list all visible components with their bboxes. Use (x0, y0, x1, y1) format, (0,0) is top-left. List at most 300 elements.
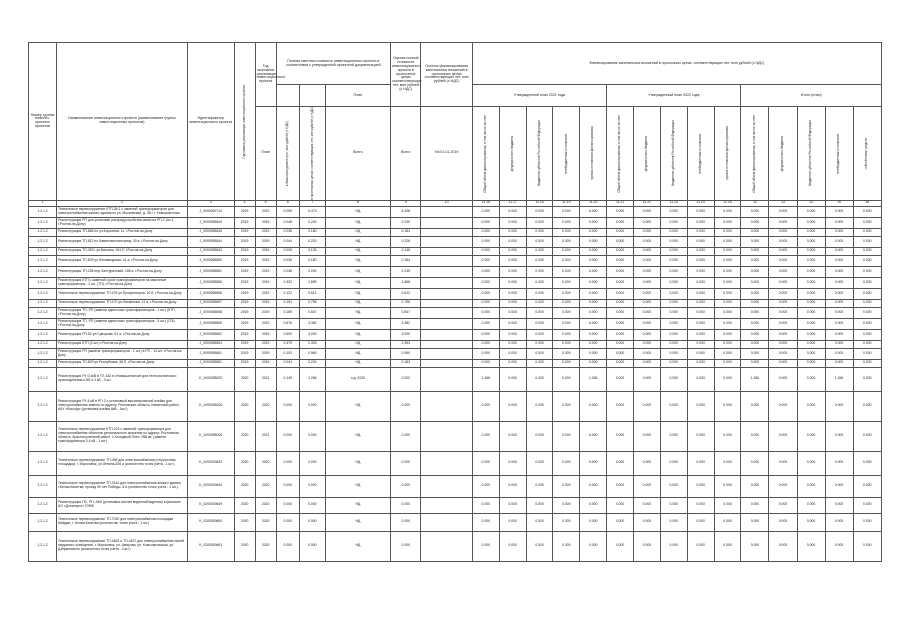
value-cell: 0.000 (499, 421, 526, 451)
value-cell: 0.000 (853, 206, 881, 217)
value-cell: 0.000 (472, 247, 499, 255)
column-number: 2 (57, 200, 188, 206)
value-cell: 0.000 (553, 340, 580, 348)
value-cell: 0.000 (797, 451, 825, 475)
project-name-cell: Реконструкция ПС, РП, АБК (установка систем видеонаблюдения) в филиале АО «Донэнерго» ПЭКК (57, 497, 188, 513)
value-cell: 0.000 (553, 255, 580, 266)
value-cell: 0.000 (741, 217, 769, 228)
start-year-cell: 2020 (234, 497, 255, 513)
project-id-cell: J_0000050710 (187, 206, 234, 217)
value-cell: 0.000 (769, 247, 797, 255)
value-cell: 0.000 (853, 497, 881, 513)
value-cell: 0.000 (526, 299, 553, 307)
end-year-cell: 2021 (255, 421, 276, 451)
cost-base-cell: 0.149 (276, 367, 299, 391)
value-cell: 0.000 (472, 340, 499, 348)
estimate-cell: 3.000 (391, 329, 421, 340)
value-cell: 0.000 (472, 329, 499, 340)
value-cell: 0.000 (660, 266, 687, 277)
header-2022-b: федерального бюджета (634, 107, 661, 201)
project-id-cell: K_0200000649 (187, 497, 234, 513)
value-cell: 0.000 (553, 247, 580, 255)
group-number-cell: 1.2.1.2 (29, 255, 57, 266)
header-plan: План (325, 85, 390, 107)
value-cell: 0.000 (526, 307, 553, 318)
value-cell: 0.000 (660, 255, 687, 266)
header-estimate-group: Оценка полной стоимости инвестиционного проекта в прогнозных ценах соответствующих лет, млн рублей (с НДС) (391, 43, 421, 107)
value-cell: 0.000 (687, 513, 714, 531)
remain-cell (421, 318, 472, 329)
group-number-cell: 1.2.1.2 (29, 451, 57, 475)
value-cell: 0.000 (769, 329, 797, 340)
cost-forecast-cell: 3.382 (299, 318, 325, 329)
project-name-cell: Реконструкция ТП-865 по ул.Королева, 1з, г.Ростов-на-Дону (57, 228, 188, 236)
value-cell: 0.000 (825, 266, 853, 277)
cost-base-cell: 0.036 (276, 228, 299, 236)
table-row (29, 247, 882, 255)
header-2022-a: Общий объем финансирования, в том числе за счет (607, 107, 634, 201)
table-row (29, 277, 882, 288)
value-cell: 0.000 (499, 307, 526, 318)
value-cell: 0.000 (741, 531, 769, 561)
value-cell: 0.000 (687, 288, 714, 299)
start-year-cell: 2019 (234, 299, 255, 307)
estimate-cell: 0.000 (391, 531, 421, 561)
value-cell: 0.000 (607, 288, 634, 299)
value-cell: 0.000 (580, 236, 607, 247)
value-cell: 0.000 (687, 367, 714, 391)
value-cell: 0.000 (714, 340, 741, 348)
table-row (29, 236, 882, 247)
value-cell: 0.000 (499, 391, 526, 421)
header-2022-c: бюджетов субъектов Российской Федерации (660, 107, 687, 201)
value-cell: 0.000 (714, 359, 741, 367)
remain-cell (421, 217, 472, 228)
estimate-cell: 2.393 (391, 340, 421, 348)
cost-forecast-cell: 0.240 (299, 217, 325, 228)
column-number: 11.22 (634, 200, 661, 206)
value-cell: 0.000 (825, 348, 853, 359)
group-number-cell: 1.2.1.2 (29, 299, 57, 307)
cost-forecast-cell: 0.220 (299, 236, 325, 247)
value-cell: 0.000 (660, 531, 687, 561)
value-cell: 0.000 (741, 497, 769, 513)
value-cell: 0.000 (526, 228, 553, 236)
plan-cell: НД (325, 299, 390, 307)
value-cell: 0.000 (853, 255, 881, 266)
value-cell: 0.000 (769, 307, 797, 318)
value-cell: 0.000 (797, 217, 825, 228)
group-number-cell: 1.2.1.2 (29, 307, 57, 318)
value-cell: 0.000 (687, 475, 714, 497)
project-name-cell: Техническое перевооружение КТП-36-1 с заменой трансформаторов для электроснабжения жилого здания по ул. Московская, д. 38 г. г. Новошахтинск (57, 206, 188, 217)
value-cell: 0.000 (741, 206, 769, 217)
value-cell: 0.000 (825, 359, 853, 367)
value-cell: 0.000 (853, 277, 881, 288)
value-cell: 0.000 (714, 367, 741, 391)
value-cell: 0.000 (714, 307, 741, 318)
header-sub-total-2: Всего (391, 107, 421, 201)
cost-forecast-cell: 1.659 (299, 277, 325, 288)
group-number-cell: 1.2.1.2 (29, 329, 57, 340)
value-cell: 0.000 (634, 421, 661, 451)
value-cell: 0.000 (553, 475, 580, 497)
group-number-cell: 1.2.1.2 (29, 391, 57, 421)
value-cell: 0.000 (607, 299, 634, 307)
value-cell: 0.000 (553, 318, 580, 329)
value-cell: 0.000 (714, 206, 741, 217)
column-number: 8 (325, 200, 390, 206)
value-cell: 0.000 (472, 236, 499, 247)
estimate-cell: 6.448 (391, 206, 421, 217)
remain-cell (421, 367, 472, 391)
value-cell: 0.000 (825, 217, 853, 228)
value-cell: 0.000 (607, 307, 634, 318)
header-project-id: Идентификатор инвестиционного проекта (187, 43, 234, 201)
value-cell: 0.000 (797, 277, 825, 288)
end-year-cell: 2021 (255, 367, 276, 391)
end-year-cell: 2019 (255, 217, 276, 228)
value-cell: 0.000 (825, 206, 853, 217)
value-cell: 0.000 (526, 206, 553, 217)
column-number: 15 (825, 200, 853, 206)
value-cell: 0.000 (580, 255, 607, 266)
start-year-cell: 2019 (234, 228, 255, 236)
value-cell: 0.000 (797, 329, 825, 340)
value-cell: 0.000 (607, 513, 634, 531)
project-name-cell: Техническое перевооружение ТП-7020 для электроснабжения площадки Майдан, г. Белая Калитва (количество точек учета - 1 шт.) (57, 513, 188, 531)
project-name-cell: Реконструкция ТП-829 ул.Лензаводская, 41 а, г.Ростов-на-Дону (57, 255, 188, 266)
table-row (29, 318, 882, 329)
value-cell: 0.000 (634, 340, 661, 348)
value-cell: 0.000 (687, 206, 714, 217)
value-cell: 0.000 (634, 391, 661, 421)
value-cell: 0.000 (499, 255, 526, 266)
remain-cell (421, 206, 472, 217)
value-cell: 0.000 (553, 299, 580, 307)
plan-cell: НД (325, 475, 390, 497)
value-cell: 0.000 (769, 228, 797, 236)
value-cell: 0.000 (741, 299, 769, 307)
group-number-cell: 1.2.1.2 (29, 217, 57, 228)
value-cell: 0.000 (526, 391, 553, 421)
project-id-cell: K_1000098006 (187, 421, 234, 451)
value-cell: 0.000 (797, 359, 825, 367)
value-cell: 0.000 (580, 451, 607, 475)
estimate-cell: 0.148 (391, 247, 421, 255)
value-cell: 0.000 (714, 266, 741, 277)
cost-base-cell: 0.192 (276, 348, 299, 359)
value-cell: 0.000 (853, 348, 881, 359)
value-cell: 0.000 (769, 206, 797, 217)
value-cell: 0.000 (580, 421, 607, 451)
value-cell: 0.000 (472, 475, 499, 497)
value-cell: 0.000 (825, 497, 853, 513)
value-cell: 0.000 (499, 247, 526, 255)
start-year-cell: 2019 (234, 266, 255, 277)
value-cell: 0.000 (499, 513, 526, 531)
value-cell: 0.000 (553, 359, 580, 367)
value-cell: 0.000 (660, 217, 687, 228)
project-id-cell: J_0000055855 (187, 277, 234, 288)
header-sub-total: Всего (325, 107, 390, 201)
plan-cell: НД (325, 228, 390, 236)
plan-cell: НД (325, 513, 390, 531)
header-2021-d: внебюджетных источников (553, 107, 580, 201)
value-cell: 0.000 (687, 340, 714, 348)
cost-forecast-cell: 0.130 (299, 247, 325, 255)
header-sub-cost-base: в базисном уровне цен, млн рублей (с НДС) (276, 107, 299, 201)
table-row (29, 307, 882, 318)
header-plan-sub: План (255, 107, 276, 201)
start-year-cell: 2019 (234, 318, 255, 329)
project-name-cell: Реконструкция РП (замена трансформаторов - 1 шт.) в РП - 14 шт. г.Ростов-на-Дону (57, 348, 188, 359)
value-cell: 0.000 (580, 217, 607, 228)
remain-cell (421, 497, 472, 513)
project-id-cell: J_0000055857 (187, 299, 234, 307)
value-cell: 0.000 (825, 255, 853, 266)
value-cell: 0.000 (853, 421, 881, 451)
end-year-cell: 2020 (255, 497, 276, 513)
value-cell: 0.000 (526, 266, 553, 277)
value-cell: 0.000 (825, 451, 853, 475)
column-number: 3 (187, 200, 234, 206)
cost-forecast-cell: 1.266 (299, 367, 325, 391)
value-cell: 0.000 (687, 247, 714, 255)
table-row (29, 299, 882, 307)
value-cell: 0.000 (553, 348, 580, 359)
value-cell: 0.000 (714, 451, 741, 475)
end-year-cell: 2019 (255, 247, 276, 255)
plan-cell: НД (325, 531, 390, 561)
value-cell: 0.000 (526, 451, 553, 475)
value-cell: 0.000 (687, 348, 714, 359)
value-cell: 0.000 (741, 359, 769, 367)
plan-cell: НД (325, 359, 390, 367)
project-name-cell: Техническое перевооружение ТП-170 ул.Литвинова, 12 а, г.Ростов-на-Дону (57, 299, 188, 307)
estimate-cell: 0.000 (391, 391, 421, 421)
plan-cell: н.д. 2020 (325, 367, 390, 391)
value-cell: 0.000 (741, 513, 769, 531)
group-number-cell: 1.2.1.2 (29, 277, 57, 288)
value-cell: 0.000 (660, 451, 687, 475)
value-cell: 0.000 (634, 367, 661, 391)
value-cell: 0.000 (687, 329, 714, 340)
cost-forecast-cell: 0.000 (299, 475, 325, 497)
group-number-cell: 1.2.1.2 (29, 348, 57, 359)
value-cell: 0.000 (553, 266, 580, 277)
start-year-cell: 2019 (234, 236, 255, 247)
column-number: 11.18 (526, 200, 553, 206)
plan-cell: НД (325, 236, 390, 247)
value-cell: 0.000 (769, 497, 797, 513)
value-cell: 0.000 (687, 451, 714, 475)
header-total-c: бюджетов субъектов Российской Федерации (797, 107, 825, 201)
estimate-cell: 0.000 (391, 421, 421, 451)
project-name-cell: Техническое перевооружение ТП-496 для электроснабжения (отгрузочная площадка), г. Морозовск, ул.Ленина,206 а (количество точек учета - 1 шт.) (57, 451, 188, 475)
value-cell: 0.000 (660, 359, 687, 367)
value-cell: 0.000 (797, 236, 825, 247)
header-start-year: Год начала реализации инвестиционного проекта (234, 43, 255, 201)
value-cell: 0.000 (741, 329, 769, 340)
value-cell: 0.000 (499, 266, 526, 277)
end-year-cell: 2019 (255, 359, 276, 367)
value-cell: 0.000 (853, 247, 881, 255)
header-total-e: собственных средств (853, 107, 881, 201)
value-cell: 0.000 (741, 236, 769, 247)
value-cell: 0.000 (553, 329, 580, 340)
estimate-cell: 0.184 (391, 228, 421, 236)
group-number-cell: 1.2.1.2 (29, 236, 57, 247)
estimate-cell: 0.000 (391, 451, 421, 475)
start-year-cell: 2019 (234, 255, 255, 266)
group-number-cell: 1.2.1.2 (29, 206, 57, 217)
value-cell: 0.000 (580, 307, 607, 318)
plan-cell: НД (325, 497, 390, 513)
value-cell: 0.000 (580, 531, 607, 561)
value-cell: 0.000 (472, 348, 499, 359)
remain-cell (421, 531, 472, 561)
cost-base-cell: 0.000 (276, 497, 299, 513)
cost-base-cell: 0.122 (276, 288, 299, 299)
value-cell: 0.000 (687, 299, 714, 307)
table-row (29, 255, 882, 266)
value-cell: 0.000 (797, 475, 825, 497)
cost-forecast-cell: 0.180 (299, 255, 325, 266)
value-cell: 0.000 (634, 531, 661, 561)
value-cell: 0.000 (634, 329, 661, 340)
value-cell: 0.000 (853, 451, 881, 475)
value-cell: 0.000 (499, 236, 526, 247)
value-cell: 0.000 (526, 497, 553, 513)
value-cell: 0.000 (714, 247, 741, 255)
value-cell: 0.000 (553, 228, 580, 236)
end-year-cell: 2019 (255, 340, 276, 348)
end-year-cell: 2019 (255, 299, 276, 307)
value-cell: 0.000 (741, 391, 769, 421)
value-cell: 0.000 (797, 348, 825, 359)
value-cell: 0.000 (687, 531, 714, 561)
value-cell: 0.000 (607, 236, 634, 247)
value-cell: 0.000 (553, 217, 580, 228)
table-row (29, 359, 882, 367)
value-cell: 0.000 (607, 318, 634, 329)
table-row (29, 475, 882, 497)
value-cell: 0.000 (825, 228, 853, 236)
value-cell: 0.000 (607, 348, 634, 359)
cost-forecast-cell: 0.756 (299, 299, 325, 307)
table-body (29, 206, 882, 561)
value-cell: 0.000 (634, 266, 661, 277)
value-cell: 0.000 (769, 451, 797, 475)
value-cell: 0.000 (526, 217, 553, 228)
project-name-cell: Техническое перевооружение КТП-223 с заменой трансформатора для электроснабжения объектов регионального значения по адресу: Ростовская область, Красносулинский район, х.Холодный Плес, 958 кв. (замена трансформатора 0,4 кВ - 1 шт.) (57, 421, 188, 451)
value-cell: 0.000 (853, 236, 881, 247)
value-cell: 0.000 (687, 318, 714, 329)
group-number-cell: 1.2.1.2 (29, 367, 57, 391)
value-cell: 0.000 (634, 228, 661, 236)
value-cell: 0.000 (769, 299, 797, 307)
value-cell: 0.000 (769, 318, 797, 329)
value-cell: 0.000 (714, 513, 741, 531)
value-cell: 0.000 (853, 266, 881, 277)
value-cell: 0.000 (553, 391, 580, 421)
start-year-cell: 2019 (234, 206, 255, 217)
value-cell: 0.000 (687, 217, 714, 228)
header-sub-cost-forecast: в прогнозных ценах соответствующих лет, млн рублей (с НДС) (299, 107, 325, 201)
value-cell: 0.000 (660, 228, 687, 236)
value-cell: 0.000 (769, 475, 797, 497)
project-id-cell: J_0000055851 (187, 359, 234, 367)
value-cell: 0.000 (741, 451, 769, 475)
value-cell: 0.000 (607, 329, 634, 340)
remain-cell (421, 475, 472, 497)
value-cell: 0.000 (499, 340, 526, 348)
plan-cell: НД (325, 307, 390, 318)
value-cell: 0.000 (687, 497, 714, 513)
value-cell: 0.000 (660, 299, 687, 307)
value-cell: 0.000 (687, 421, 714, 451)
value-cell: 0.000 (526, 329, 553, 340)
value-cell: 0.000 (825, 475, 853, 497)
table-row (29, 391, 882, 421)
cost-forecast-cell: 0.000 (299, 391, 325, 421)
value-cell: 1.266 (472, 367, 499, 391)
cost-forecast-cell: 0.000 (299, 531, 325, 561)
estimate-cell: 0.240 (391, 217, 421, 228)
column-number: 14 (797, 200, 825, 206)
estimate-cell: 0.960 (391, 348, 421, 359)
project-id-cell: K_1000096206 (187, 391, 234, 421)
project-name-cell: Реконструкция РУ-0,4кВ в ТП-162 в г.Новошахтинске для технологического присоединения к ВЛ-0,4 кВ - 3 шт. (57, 367, 188, 391)
header-end-year: Год окончания реализации инвестиционного проекта (255, 43, 276, 107)
project-name-cell: Техническое перевооружение ТП-476 ул.Профинтерна, 10 б, г.Ростов-на-Дону (57, 288, 188, 299)
plan-cell: НД (325, 217, 390, 228)
value-cell: 0.000 (553, 288, 580, 299)
remain-cell (421, 247, 472, 255)
plan-cell: НД (325, 277, 390, 288)
end-year-cell: 2019 (255, 228, 276, 236)
group-number-cell: 1.2.1.2 (29, 531, 57, 561)
end-year-cell: 2020 (255, 513, 276, 531)
table-row (29, 451, 882, 475)
value-cell: 0.000 (687, 228, 714, 236)
group-number-cell: 1.2.1.2 (29, 318, 57, 329)
cost-base-cell: 0.000 (276, 475, 299, 497)
header-total: Итого (план) (741, 85, 882, 107)
value-cell: 0.000 (580, 340, 607, 348)
value-cell: 0.000 (769, 367, 797, 391)
estimate-cell: 0.847 (391, 307, 421, 318)
value-cell: 0.000 (553, 497, 580, 513)
value-cell: 0.000 (769, 531, 797, 561)
cost-forecast-cell: 0.473 (299, 206, 325, 217)
cost-base-cell: 0.041 (276, 359, 299, 367)
project-id-cell: K_1000098020 (187, 367, 234, 391)
value-cell: 0.000 (797, 318, 825, 329)
column-number: 9 (391, 200, 421, 206)
project-id-cell: K_0200000661 (187, 531, 234, 561)
value-cell: 0.000 (769, 288, 797, 299)
project-name-cell: Реконструкция РП-62 ул.Суворова, 91 а, г.Ростов-на-Дону (57, 329, 188, 340)
cost-base-cell: 0.026 (276, 247, 299, 255)
column-number: 13 (769, 200, 797, 206)
cost-forecast-cell: 0.000 (299, 421, 325, 451)
value-cell: 0.000 (660, 206, 687, 217)
value-cell: 0.000 (660, 318, 687, 329)
value-cell: 0.000 (472, 255, 499, 266)
table-row (29, 421, 882, 451)
